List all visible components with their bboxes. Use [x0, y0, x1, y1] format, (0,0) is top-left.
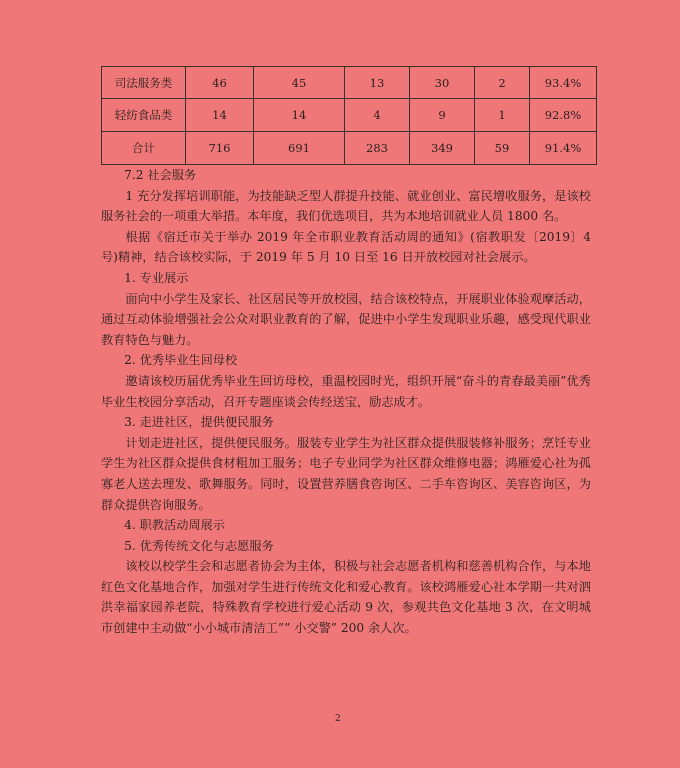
table-cell: 4	[345, 99, 410, 132]
table-cell: 1	[475, 99, 530, 132]
subsection-heading: 5. 优秀传统文化与志愿服务	[124, 538, 274, 553]
table-row	[102, 99, 597, 132]
table-row-total	[102, 132, 597, 165]
body-text	[101, 165, 591, 639]
subsection-heading: 2. 优秀毕业生回母校	[124, 353, 238, 368]
table-cell: 283	[345, 132, 410, 165]
paragraph: 邀请该校历届优秀毕业生回访母校，重温校园时光，组织开展“奋斗的青春最美丽”优秀毕业生校园分享活动，召开专题座谈会传经送宝，励志成才。	[101, 373, 591, 409]
table-cell: 30	[410, 67, 475, 99]
page-number: 2	[335, 714, 341, 724]
table-cell: 14	[186, 99, 254, 132]
paragraph: 该校以校学生会和志愿者协会为主体，积极与社会志愿者机构和慈善机构合作，与本地红色文化基地合作，加强对学生进行传统文化和爱心教育。该校鸿雁爱心社本学期一共对泗洪幸福家园养老院，特殊教育学校进行爱心活动 9 次，参观共色文化基地 3 次，在文明城市创建中主动做“小小城市清洁工”” 小交警” 200 余人次。	[101, 559, 591, 636]
table-cell: 46	[186, 67, 254, 99]
section-heading: 7.2 社会服务	[124, 168, 197, 182]
paragraph: 面向中小学生及家长、社区居民等开放校园，结合该校特点，开展职业体验观摩活动，通过互动体验增强社会公众对职业教育的了解，促进中小学生发现职业乐趣，感受现代职业教育特色与魅力。	[101, 291, 591, 347]
table-cell: 45	[254, 67, 345, 99]
paragraph: 1 充分发挥培训职能，为技能缺乏型人群提升技能、就业创业、富民增收服务，是该校服务社会的一项重大举措。本年度，我们优选项目，共为本地培训就业人员 1800 名。	[101, 188, 591, 224]
table-cell: 92.8%	[530, 99, 597, 132]
table-cell: 93.4%	[530, 67, 597, 99]
table-cell: 合计	[102, 132, 186, 165]
table-cell: 司法服务类	[102, 67, 186, 99]
table-cell: 轻纺食品类	[102, 99, 186, 132]
subsection-heading: 3. 走进社区，提供便民服务	[124, 415, 274, 430]
table-cell: 9	[410, 99, 475, 132]
table-cell: 691	[254, 132, 345, 165]
subsection-heading: 1. 专业展示	[124, 270, 189, 285]
statistics-table	[101, 66, 597, 165]
table-cell: 2	[475, 67, 530, 99]
table-cell: 349	[410, 132, 475, 165]
table-cell: 716	[186, 132, 254, 165]
subsection-heading: 4. 职教活动周展示	[124, 518, 225, 533]
table-cell: 14	[254, 99, 345, 132]
paragraph: 计划走进社区，提供便民服务。服装专业学生为社区群众提供服装修补服务；烹饪专业学生为社区群众提供食材粗加工服务；电子专业同学为社区群众维修电器；鸿雁爱心社为孤寡老人送去理发、歌舞服务。同时，设置营养膳食咨询区、二手车咨询区、美容咨询区，为群众提供咨询服务。	[101, 435, 591, 512]
paragraph: 根据《宿迁市关于举办 2019 年全市职业教育活动周的通知》(宿教职发〔2019〕4 号)精神，结合该校实际，于 2019 年 5 月 10 日至 16 日开放校园对社会展示。	[101, 229, 591, 265]
table-row	[102, 67, 597, 99]
table-cell: 91.4%	[530, 132, 597, 165]
table-cell: 59	[475, 132, 530, 165]
table-cell: 13	[345, 67, 410, 99]
